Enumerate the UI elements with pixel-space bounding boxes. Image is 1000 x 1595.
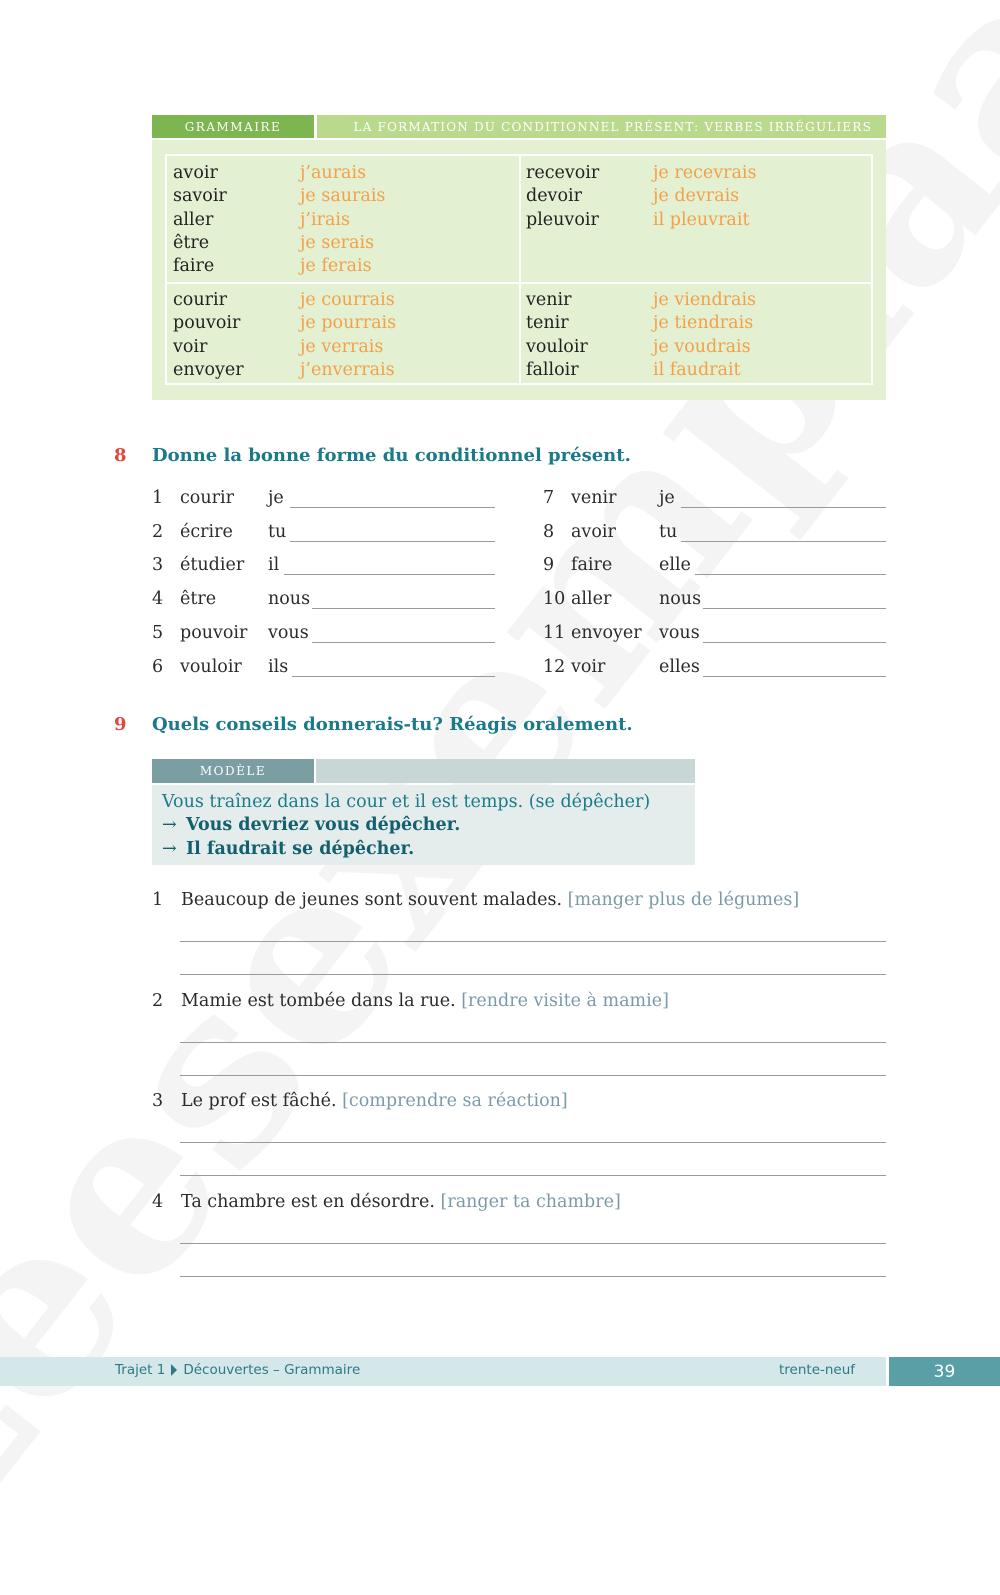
grammar-label: GRAMMAIRE: [152, 115, 314, 138]
answer-line[interactable]: [703, 608, 886, 609]
answer-line[interactable]: [312, 608, 495, 609]
conjugation-group: [519, 156, 871, 282]
item-number: 7: [543, 488, 555, 508]
item-pronoun: vous: [268, 622, 309, 643]
exercise-8-item: [543, 522, 886, 552]
footer-chapter: Trajet 1: [115, 1362, 166, 1378]
item-number: 9: [543, 555, 555, 576]
answer-line[interactable]: [290, 541, 495, 542]
infinitive: falloir: [526, 359, 579, 380]
answer-line[interactable]: [695, 574, 886, 575]
item-pronoun: tu: [268, 521, 287, 542]
infinitive: venir: [526, 290, 572, 310]
item-verb: courir: [180, 488, 234, 508]
item-verb: avoir: [571, 521, 616, 542]
answer-line[interactable]: [290, 507, 495, 508]
conditional-form: il faudrait: [653, 359, 741, 380]
item-number: 1: [152, 488, 164, 508]
item-verb: aller: [571, 589, 612, 610]
model-label: MODÈLE: [152, 759, 314, 783]
item-pronoun: je: [268, 488, 284, 508]
item-number: 12: [543, 656, 566, 677]
exercise-9-number: 9: [114, 714, 127, 735]
answer-line[interactable]: [681, 541, 886, 542]
item-number: 5: [152, 622, 164, 643]
conditional-form: j’aurais: [300, 163, 367, 183]
conditional-form: je saurais: [300, 186, 386, 207]
infinitive: vouloir: [526, 336, 588, 357]
exercise-9-item: [152, 991, 669, 1011]
conditional-form: il pleuvrait: [653, 209, 750, 230]
answer-line[interactable]: [180, 1175, 886, 1176]
conjugation-row: [173, 185, 519, 208]
infinitive: aller: [173, 209, 214, 230]
infinitive: savoir: [173, 186, 227, 207]
answer-line[interactable]: [703, 676, 886, 677]
item-hint: [ranger ta chambre]: [440, 1192, 621, 1213]
conditional-form: je recevrais: [653, 163, 757, 183]
exercise-8-item: [543, 555, 886, 585]
conjugation-group: [167, 282, 519, 383]
model-question: Vous traînez dans la cour et il est temps. (se dépêcher): [162, 792, 651, 812]
item-verb: écrire: [180, 521, 233, 542]
conjugation-row: [173, 255, 519, 278]
item-number: 1: [152, 890, 164, 910]
item-number: 3: [152, 1091, 164, 1112]
item-number: 2: [152, 521, 164, 542]
item-verb: voir: [571, 656, 606, 677]
conjugation-row: [526, 289, 871, 312]
answer-line[interactable]: [681, 507, 886, 508]
item-pronoun: il: [268, 555, 280, 576]
answer-line[interactable]: [180, 1042, 886, 1043]
conjugation-row: [173, 312, 519, 335]
item-pronoun: elle: [659, 555, 691, 576]
footer-breadcrumb: [115, 1362, 360, 1378]
conjugation-row: [173, 209, 519, 232]
item-text: Beaucoup de jeunes sont souvent malades.: [181, 890, 563, 910]
conditional-form: je serais: [300, 232, 375, 253]
infinitive: tenir: [526, 313, 569, 334]
footer-page-words: trente-neuf: [779, 1362, 856, 1378]
model-answer: → Il faudrait se dépêcher.: [162, 838, 695, 861]
conditional-form: je voudrais: [653, 336, 751, 357]
conjugation-row: [526, 162, 871, 185]
conjugation-row: [173, 232, 519, 255]
exercise-8-item: [543, 488, 886, 518]
footer-section: Découvertes – Grammaire: [183, 1362, 361, 1378]
item-verb: faire: [571, 555, 613, 576]
item-pronoun: nous: [268, 589, 311, 610]
item-text: Le prof est fâché.: [181, 1091, 337, 1112]
exercise-8-item: [152, 589, 495, 619]
conjugation-row: [526, 336, 871, 359]
conjugation-row: [173, 162, 519, 185]
conjugation-row: [173, 336, 519, 359]
infinitive: recevoir: [526, 163, 600, 183]
item-pronoun: nous: [659, 589, 702, 610]
model-box: [152, 785, 695, 865]
item-hint: [rendre visite à mamie]: [461, 990, 669, 1011]
infinitive: avoir: [173, 163, 218, 183]
exercise-8-item: [152, 555, 495, 585]
conditional-form: je viendrais: [653, 290, 757, 310]
exercise-8-item: [152, 522, 495, 552]
conditional-form: je pourrais: [300, 313, 397, 334]
item-pronoun: elles: [659, 656, 700, 677]
conditional-form: je verrais: [300, 336, 384, 357]
infinitive: envoyer: [173, 359, 244, 380]
exercise-9-title: Quels conseils donnerais-tu? Réagis oralement.: [152, 714, 633, 735]
exercise-8-item: [543, 657, 886, 687]
exercise-8-item: [543, 623, 886, 653]
item-number: 4: [152, 1192, 164, 1213]
item-pronoun: vous: [659, 622, 700, 643]
answer-line[interactable]: [312, 642, 495, 643]
exercise-9-item: [152, 1192, 621, 1212]
model-answer: → Vous devriez vous dépêcher.: [162, 814, 695, 837]
item-verb: envoyer: [571, 622, 642, 643]
infinitive: courir: [173, 290, 227, 310]
exercise-9-item: [152, 1091, 568, 1111]
item-verb: pouvoir: [180, 622, 248, 643]
item-hint: [manger plus de légumes]: [567, 890, 800, 910]
conditional-form: je devrais: [653, 186, 740, 207]
grammar-title: LA FORMATION DU CONDITIONNEL PRÉSENT: VERBES IRRÉGULIERS: [317, 115, 886, 138]
exercise-8-number: 8: [114, 445, 127, 466]
item-verb: étudier: [180, 555, 245, 576]
answer-line[interactable]: [180, 1075, 886, 1076]
conjugation-row: [526, 209, 871, 232]
item-verb: être: [180, 589, 217, 610]
conjugation-row: [173, 359, 519, 382]
conjugation-row: [173, 289, 519, 312]
item-verb: vouloir: [180, 656, 242, 677]
conditional-form: je tiendrais: [653, 313, 754, 334]
model-header-bar: [316, 759, 695, 783]
item-number: 10: [543, 589, 566, 610]
page-number: 39: [889, 1357, 1000, 1386]
conjugation-group: [519, 282, 871, 383]
exercise-8-item: [152, 623, 495, 653]
infinitive: être: [173, 232, 210, 253]
conjugation-table: [165, 154, 873, 385]
item-pronoun: ils: [268, 656, 289, 677]
exercise-9-item: [152, 890, 799, 910]
infinitive: pleuvoir: [526, 209, 599, 230]
item-number: 3: [152, 555, 164, 576]
arrow-icon: →: [162, 838, 177, 859]
arrow-icon: →: [162, 815, 177, 836]
exercise-8-item: [152, 657, 495, 687]
item-number: 2: [152, 990, 164, 1011]
answer-line[interactable]: [292, 676, 495, 677]
item-text: Mamie est tombée dans la rue.: [181, 990, 456, 1011]
answer-line[interactable]: [284, 574, 495, 575]
answer-line[interactable]: [180, 1142, 886, 1143]
answer-line[interactable]: [180, 1243, 886, 1244]
infinitive: pouvoir: [173, 313, 241, 334]
infinitive: devoir: [526, 186, 582, 207]
exercise-8-item: [152, 488, 495, 518]
item-number: 11: [543, 622, 566, 643]
conditional-form: j’irais: [300, 209, 350, 230]
conjugation-row: [526, 359, 871, 382]
item-number: 6: [152, 656, 164, 677]
item-text: Ta chambre est en désordre.: [181, 1192, 435, 1213]
item-number: 4: [152, 589, 164, 610]
infinitive: faire: [173, 256, 215, 277]
conditional-form: j’enverrais: [300, 359, 395, 380]
conditional-form: je ferais: [300, 256, 372, 277]
item-number: 8: [543, 521, 555, 542]
triangle-right-icon: [171, 1364, 177, 1376]
answer-line[interactable]: [703, 642, 886, 643]
conjugation-row: [526, 185, 871, 208]
exercise-8-title: Donne la bonne forme du conditionnel présent.: [152, 445, 631, 466]
item-verb: venir: [571, 488, 617, 508]
conjugation-row: [526, 312, 871, 335]
conditional-form: je courrais: [300, 290, 395, 310]
exercise-8-item: [543, 589, 886, 619]
answer-line[interactable]: [180, 974, 886, 975]
answer-line[interactable]: [180, 941, 886, 942]
conjugation-group: [167, 156, 519, 282]
item-pronoun: tu: [659, 521, 678, 542]
infinitive: voir: [173, 336, 208, 357]
item-pronoun: je: [659, 488, 675, 508]
item-hint: [comprendre sa réaction]: [342, 1091, 568, 1112]
answer-line[interactable]: [180, 1276, 886, 1277]
